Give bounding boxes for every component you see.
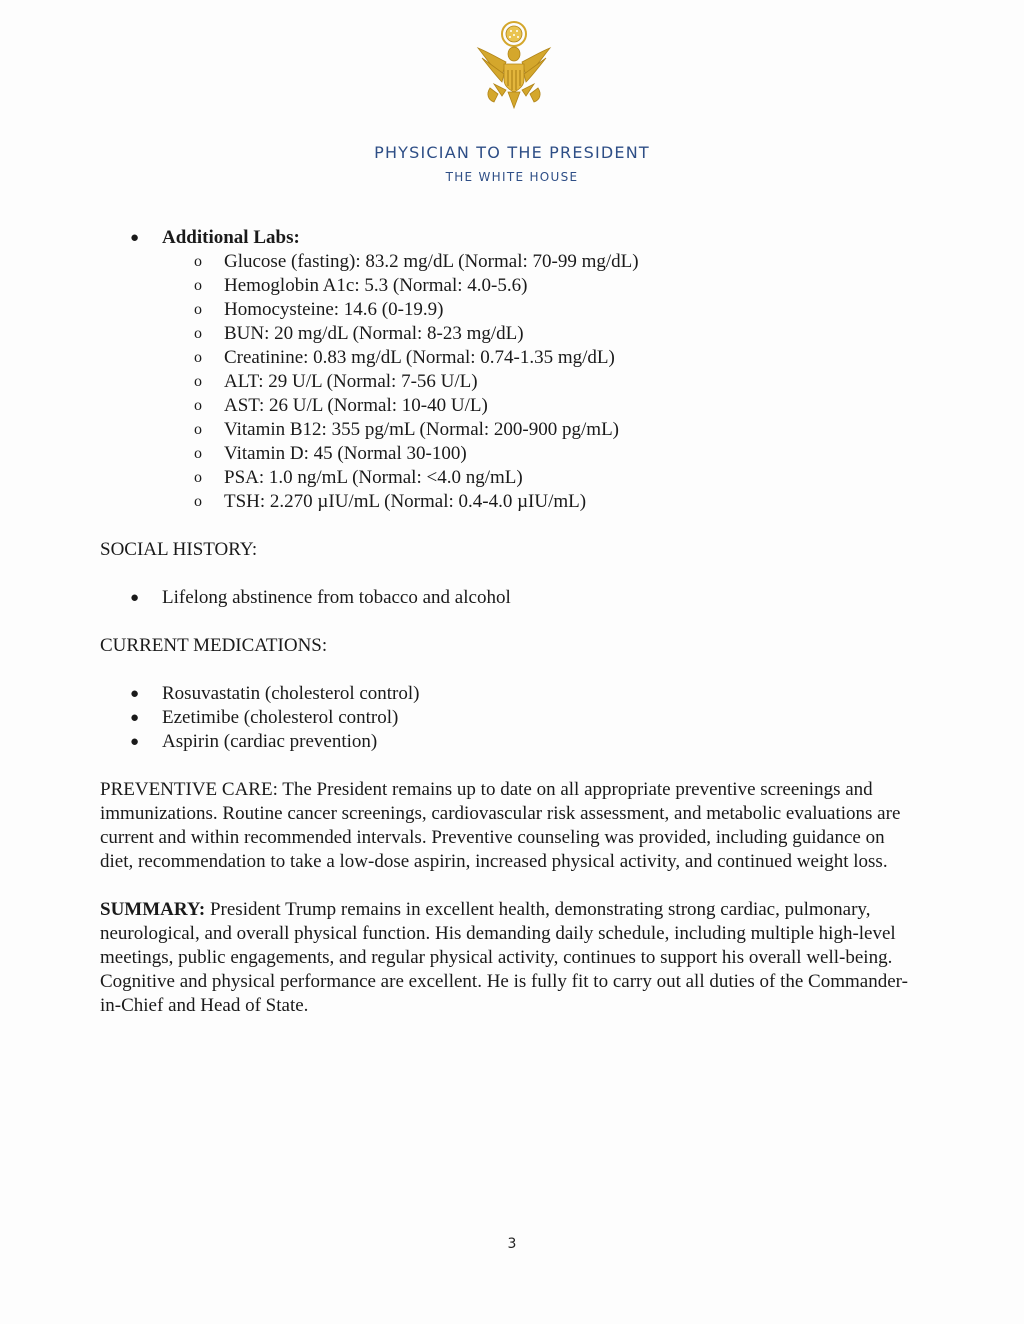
lab-item-text: Vitamin D: 45 (Normal 30-100) [224,443,467,464]
social-history-text: Lifelong abstinence from tobacco and alcohol [162,587,511,608]
circle-bullet-icon: o [194,445,202,462]
lab-item-text: Glucose (fasting): 83.2 mg/dL (Normal: 70-99 mg/dL) [224,251,639,272]
lab-item [194,370,920,394]
circle-bullet-icon: o [194,253,202,270]
bullet-icon: ● [130,686,140,702]
bullet-icon: ● [130,734,140,750]
circle-bullet-icon: o [194,325,202,342]
lab-item-text: Hemoglobin A1c: 5.3 (Normal: 4.0-5.6) [224,275,528,296]
lab-item-text: Homocysteine: 14.6 (0-19.9) [224,299,444,320]
circle-bullet-icon: o [194,397,202,414]
lab-item-text: Vitamin B12: 355 pg/mL (Normal: 200-900 pg/mL) [224,419,620,440]
lab-item [194,250,920,274]
medication-item [100,706,920,730]
lab-item [194,418,920,442]
circle-bullet-icon: o [194,469,202,486]
medication-text: Aspirin (cardiac prevention) [162,731,378,752]
page-number: 3 [507,1236,517,1252]
circle-bullet-icon: o [194,277,202,294]
lab-item-text: ALT: 29 U/L (Normal: 7-56 U/L) [224,371,478,392]
labs-heading: Additional Labs: [162,227,300,248]
lab-item [194,466,920,490]
bullet-icon: ● [130,230,140,246]
lab-item [194,442,920,466]
medication-item [100,682,920,706]
medication-item [100,730,920,754]
social-history-item [100,586,920,610]
summary-paragraph [100,898,920,1018]
circle-bullet-icon: o [194,373,202,390]
medication-text: Ezetimibe (cholesterol control) [162,707,399,728]
letterhead-subtitle: THE WHITE HOUSE [445,170,579,184]
bullet-icon: ● [130,710,140,726]
lab-item-text: TSH: 2.270 µIU/mL (Normal: 0.4-4.0 µIU/mL) [224,491,587,512]
medication-text: Rosuvastatin (cholesterol control) [162,683,420,704]
lab-item [194,346,920,370]
lab-item-text: BUN: 20 mg/dL (Normal: 8-23 mg/dL) [224,323,524,344]
social-history-heading: SOCIAL HISTORY: [100,539,258,560]
preventive-care-paragraph: PREVENTIVE CARE: The President remains up to date on all appropriate preventive screenings and immunizations. Routine cancer screenings, cardiovascular risk assessment, and metabolic evaluations are current and within recommended intervals. Preventive counseling was provided, including guidance on diet, recommendation to take a low-dose aspirin, increased physical activity, and continued weight loss. [100,779,901,872]
lab-item [194,298,920,322]
circle-bullet-icon: o [194,493,202,510]
bullet-icon: ● [130,590,140,606]
lab-item [194,394,920,418]
document-body [100,226,920,1018]
circle-bullet-icon: o [194,301,202,318]
lab-item-text: Creatinine: 0.83 mg/dL (Normal: 0.74-1.35 mg/dL) [224,347,615,368]
medications-heading: CURRENT MEDICATIONS: [100,635,328,656]
summary-text: President Trump remains in excellent health, demonstrating strong cardiac, pulmonary, neurological, and overall physical function. His demanding daily schedule, including multiple high-level meetings, public engagements, and regular physical activity, continues to support his overall well-being. Cognitive and physical performance are excellent. He is fully fit to carry out all duties of the Commander-in-Chief and Head of State. [100,899,908,1016]
letterhead-title: PHYSICIAN TO THE PRESIDENT [374,143,650,162]
lab-item [194,274,920,298]
circle-bullet-icon: o [194,349,202,366]
circle-bullet-icon: o [194,421,202,438]
lab-item-text: PSA: 1.0 ng/mL (Normal: <4.0 ng/mL) [224,467,523,488]
lab-item [194,322,920,346]
lab-item [194,490,920,514]
great-seal-eagle-icon [468,18,560,114]
labs-list [100,250,920,514]
labs-bullet [100,226,920,250]
lab-item-text: AST: 26 U/L (Normal: 10-40 U/L) [224,395,488,416]
summary-label: SUMMARY: [100,899,206,920]
